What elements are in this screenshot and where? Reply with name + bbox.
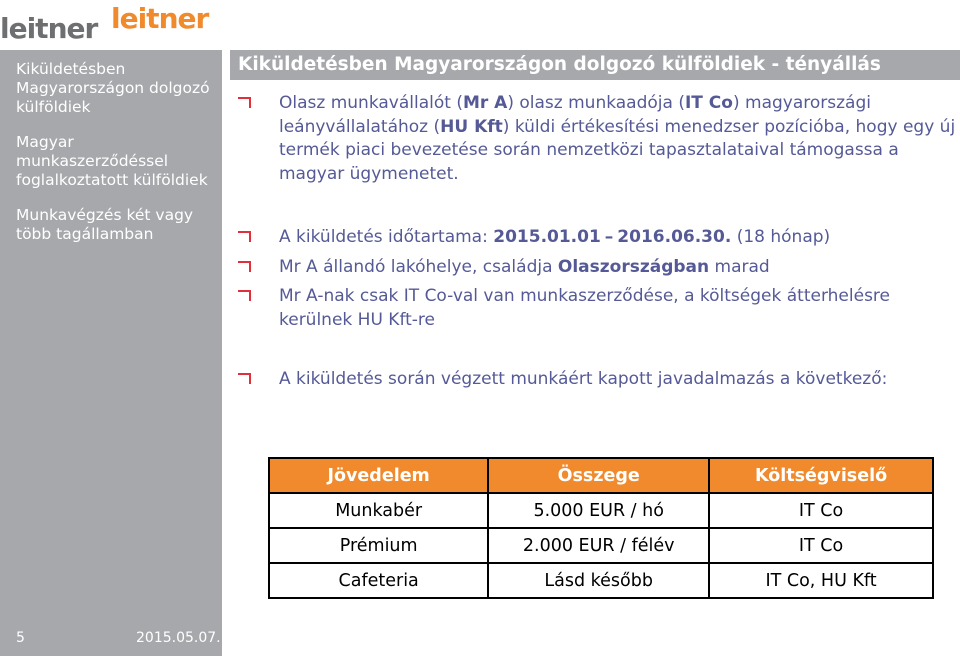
compensation-table (268, 457, 934, 599)
page-title: Kiküldetésben Magyarországon dolgozó külföldiek - tényállás (238, 54, 881, 75)
bullet-text-part: A kiküldetés időtartama: (279, 227, 494, 247)
corner-arrow-icon (236, 371, 254, 389)
table-cell: Cafeteria (269, 563, 488, 598)
corner-arrow-icon (236, 259, 254, 277)
table-header-row (269, 458, 933, 493)
bullet-text-strong: IT Co (684, 93, 733, 113)
table-cell: IT Co (709, 493, 933, 528)
table-cell: 5.000 EUR / hó (488, 493, 709, 528)
bullet-text (279, 226, 956, 250)
bullet-text-strong: 2016.06.30. (617, 227, 732, 247)
table-cell: 2.000 EUR / félév (488, 528, 709, 563)
corner-arrow-icon (236, 229, 254, 247)
corner-arrow-icon (236, 288, 254, 306)
column-header: Összege (488, 458, 709, 493)
title-bar (230, 50, 960, 80)
table-cell: IT Co (709, 528, 933, 563)
table-row (269, 493, 933, 528)
bullet-text-part: Mr A állandó lakóhelye, családja (279, 257, 558, 277)
footer-date: 2015.05.07. (136, 630, 221, 646)
bullet-text-part: ) olasz munkaadója ( (507, 93, 685, 113)
table-cell: Munkabér (269, 493, 488, 528)
logo-orange-text: leitner (111, 2, 209, 35)
bullet-text-part: Olasz munkavállalót ( (279, 93, 463, 113)
sidebar-item-tobb-tagallam[interactable]: Munkavégzés két vagy több tagállamban (16, 206, 194, 243)
table-cell: Prémium (269, 528, 488, 563)
bullet-text: A kiküldetés során végzett munkáért kapott javadalmazás a következő: (279, 369, 888, 389)
bullet-text-part: ) küldi értékesítési menedzser pozícióba, hogy egy új termék piaci bevezetése során nemzetközi tapasztalataival támogassa a magyar ügymenetet. (279, 116, 956, 184)
bullet-text-strong: 2015.01.01 (493, 227, 601, 247)
sidebar-item-munkaszerzodes[interactable]: Magyar munkaszerződéssel foglalkoztatott külföldiek (16, 133, 208, 189)
sidebar-item-kikuldetes[interactable]: Kiküldetésben Magyarországon dolgozó külföldiek (16, 60, 210, 116)
bullet-text (279, 92, 956, 186)
bullet-text-part: (18 hónap) (731, 227, 831, 247)
table-cell: IT Co, HU Kft (709, 563, 933, 598)
bullet-text-strong: Mr A (462, 93, 508, 113)
logo-gray-text: leitner (0, 12, 98, 45)
column-header: Jövedelem (269, 458, 488, 493)
bullet-text-strong: Olaszországban (557, 257, 710, 277)
bullet-text-part: ) magyarországi leányvállalatához ( (279, 93, 871, 137)
bullet-text (279, 256, 956, 280)
sidebar (0, 50, 222, 656)
bullet-text: Mr A-nak csak IT Co-val van munkaszerződése, a költségek átterhelésre kerülnek HU Kft-re (279, 286, 890, 330)
date-range-dash: – (604, 227, 614, 247)
bullet-text-part: marad (709, 257, 770, 277)
table-cell: Lásd később (488, 563, 709, 598)
page-number: 5 (16, 630, 25, 646)
table-row (269, 563, 933, 598)
table-row (269, 528, 933, 563)
bullet-text-strong: HU Kft (440, 116, 503, 137)
corner-arrow-icon (236, 95, 254, 113)
column-header: Költségviselő (709, 458, 933, 493)
